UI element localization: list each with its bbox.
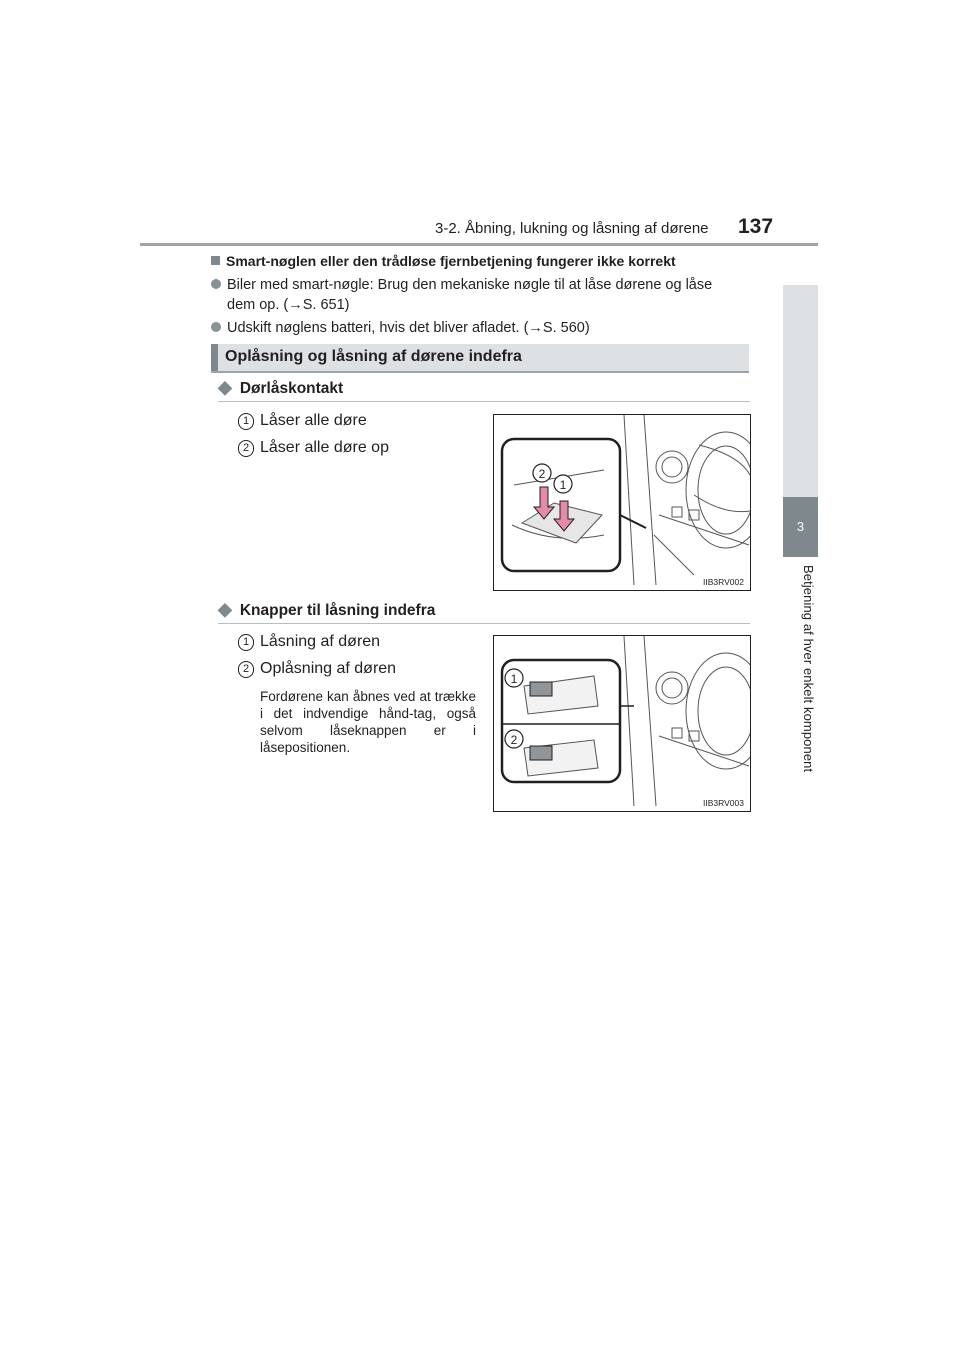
page-number: 137 <box>738 215 774 238</box>
subheading-rule <box>218 401 750 402</box>
square-bullet-icon <box>211 256 220 265</box>
bullet-item <box>211 275 712 315</box>
subheading-inside-buttons <box>218 599 435 620</box>
section-accent-bar <box>211 344 218 371</box>
note-text: Fordørene kan åbnes ved at trække i det indvendige hånd-tag, også selvom låseknappen er i låsepositionen. <box>260 689 476 755</box>
bullet-item <box>211 318 590 338</box>
diamond-icon: ◆ <box>218 599 232 619</box>
callout-number: 1 <box>238 413 254 430</box>
subheading-rule <box>218 623 750 624</box>
callout-number: 1 <box>238 634 254 651</box>
side-tab-background <box>783 285 818 497</box>
svg-text:2: 2 <box>538 467 546 481</box>
round-bullet-icon <box>211 322 221 332</box>
door-switch-illustration <box>493 414 751 591</box>
list-item: Låser alle døre op <box>260 439 389 456</box>
svg-text:2: 2 <box>510 733 518 747</box>
svg-text:1: 1 <box>559 478 567 492</box>
subheading-door-switch <box>218 377 343 398</box>
chapter-tab: 3 <box>783 497 818 557</box>
inside-buttons-illustration <box>493 635 751 812</box>
callout-number: 2 <box>238 661 254 678</box>
callout-number: 2 <box>238 440 254 457</box>
list-item: Låsning af døren <box>260 633 381 650</box>
section-title: Oplåsning og låsning af dørene indefra <box>225 348 522 365</box>
bullet-text: Udskift nøglens batteri, hvis det bliver afladet. (→S. 560) <box>227 320 590 336</box>
chapter-label: Betjening af hver enkelt komponent <box>801 565 816 773</box>
running-header-title: 3-2. Åbning, lukning og låsning af dørene <box>435 220 709 237</box>
figure-code: IIB3RV002 <box>703 577 744 587</box>
bullet-text-continued: dem op. (→S. 651) <box>227 297 350 313</box>
problem-heading <box>211 253 676 269</box>
subheading-text: Knapper til låsning indefra <box>239 602 436 619</box>
bullet-text: Biler med smart-nøgle: Brug den mekaniske nøgle til at låse dørene og låse <box>227 277 713 293</box>
section-header <box>211 344 749 373</box>
figure-code: IIB3RV003 <box>703 798 744 808</box>
svg-text:1: 1 <box>510 672 518 686</box>
diamond-icon: ◆ <box>218 377 232 397</box>
list-item: Oplåsning af døren <box>260 660 397 677</box>
round-bullet-icon <box>211 279 221 289</box>
problem-heading-text: Smart-nøglen eller den trådløse fjernbetjening fungerer ikke korrekt <box>226 253 676 269</box>
header-rule <box>140 243 818 246</box>
list-item: Låser alle døre <box>260 412 367 429</box>
subheading-text: Dørlåskontakt <box>239 380 344 397</box>
